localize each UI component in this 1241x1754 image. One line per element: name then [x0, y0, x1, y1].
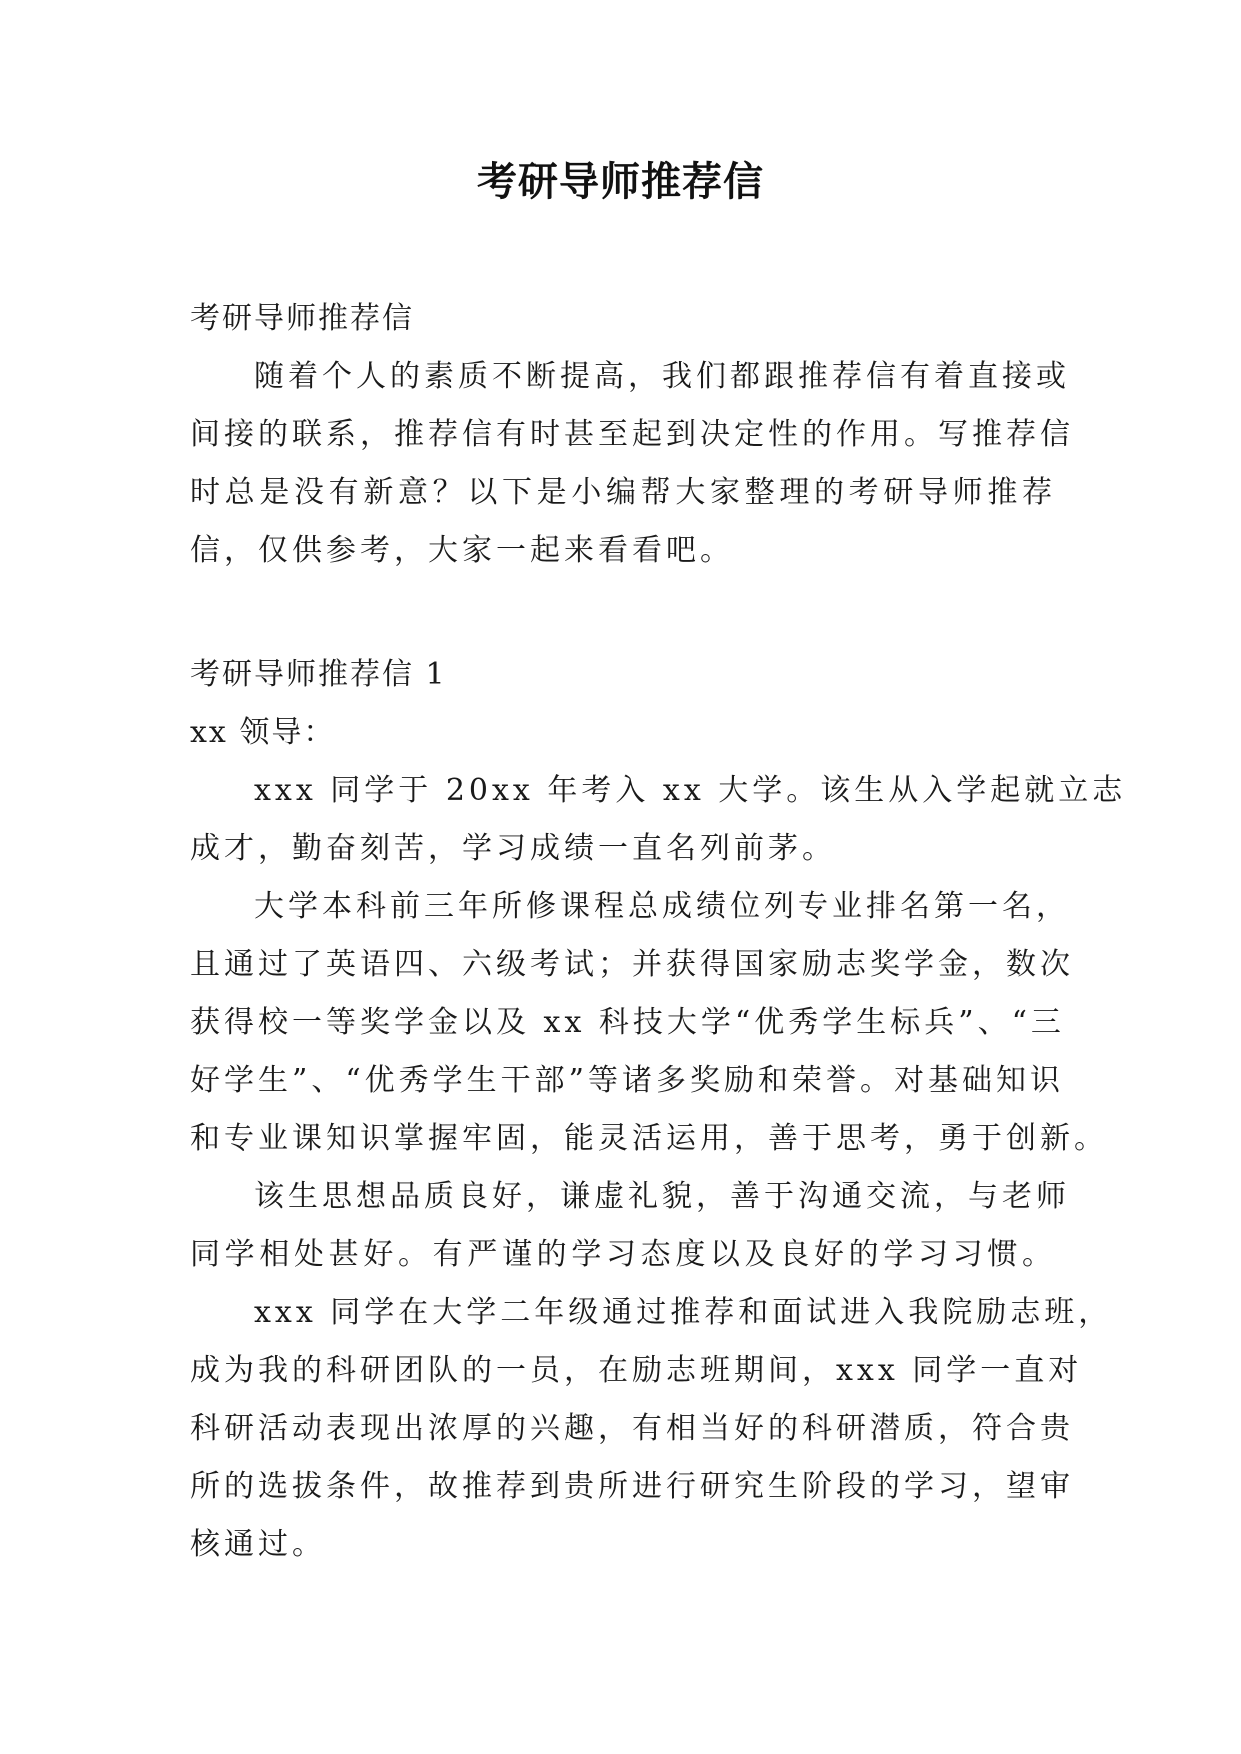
paragraph-line: 科研活动表现出浓厚的兴趣，有相当好的科研潜质，符合贵 — [190, 1411, 1074, 1446]
intro-line: 间接的联系，推荐信有时甚至起到决定性的作用。写推荐信 — [190, 417, 1074, 452]
paragraph-line: 好学生”、“优秀学生干部”等诸多奖励和荣誉。对基础知识 — [190, 1063, 1065, 1098]
letter-heading: 考研导师推荐信 1 — [190, 657, 447, 692]
document-body — [190, 290, 1127, 1574]
paragraph-line: xxx 同学于 20xx 年考入 xx 大学。该生从入学起就立志 — [254, 773, 1127, 808]
intro-line: 随着个人的素质不断提高，我们都跟推荐信有着直接或 — [254, 359, 1070, 394]
intro-heading: 考研导师推荐信 — [190, 301, 414, 336]
paragraph-line: xxx 同学在大学二年级通过推荐和面试进入我院励志班， — [254, 1295, 1113, 1330]
paragraph-line: 核通过。 — [190, 1527, 326, 1562]
paragraph-line: 和专业课知识掌握牢固，能灵活运用，善于思考，勇于创新。 — [190, 1121, 1108, 1156]
paragraph-line: 成为我的科研团队的一员，在励志班期间，xxx 同学一直对 — [190, 1353, 1083, 1388]
paragraph-line: 获得校一等奖学金以及 xx 科技大学“优秀学生标兵”、“三 — [190, 1005, 1065, 1040]
paragraph-line: 该生思想品质良好，谦虚礼貌，善于沟通交流，与老师 — [254, 1179, 1070, 1214]
document-title: 考研导师推荐信 — [477, 158, 764, 205]
letter-salutation: xx 领导： — [190, 715, 336, 750]
paragraph-line: 同学相处甚好。有严谨的学习态度以及良好的学习习惯。 — [190, 1237, 1056, 1272]
paragraph-line: 且通过了英语四、六级考试；并获得国家励志奖学金，数次 — [190, 947, 1074, 982]
intro-line: 时总是没有新意？以下是小编帮大家整理的考研导师推荐 — [190, 475, 1056, 510]
paragraph-line: 大学本科前三年所修课程总成绩位列专业排名第一名， — [254, 889, 1070, 924]
section-spacer — [190, 580, 1056, 646]
paragraph-line: 所的选拔条件，故推荐到贵所进行研究生阶段的学习，望审 — [190, 1469, 1074, 1504]
paragraph-line: 成才，勤奋刻苦，学习成绩一直名列前茅。 — [190, 831, 836, 866]
intro-line: 信，仅供参考，大家一起来看看吧。 — [190, 533, 734, 568]
